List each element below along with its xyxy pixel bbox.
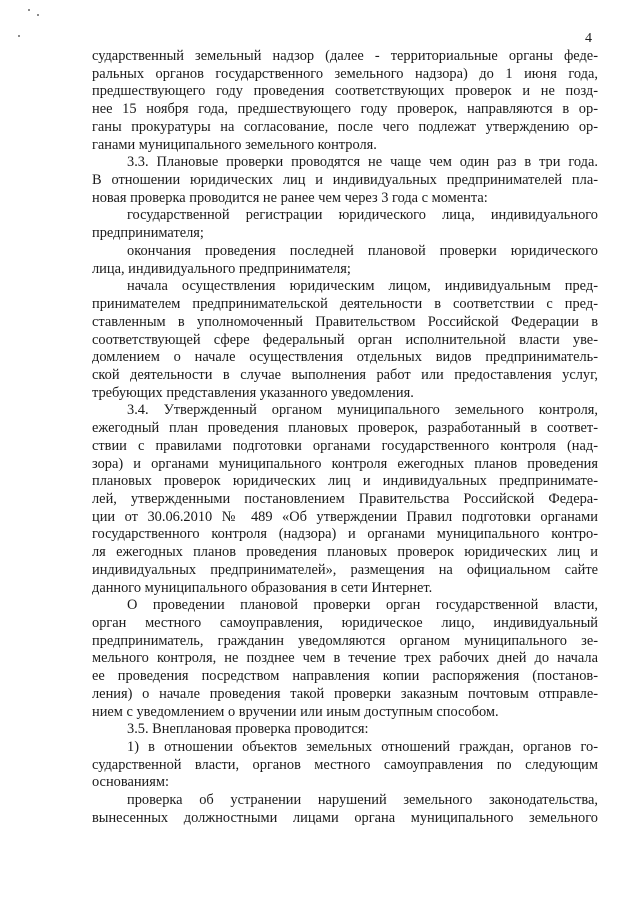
text-line: начала осуществления юридическим лицом, индивидуальным пред- bbox=[127, 278, 598, 295]
text-line: ствии с правилами подготовки органами государственного контроля (над- bbox=[92, 437, 598, 454]
text-line: плановых проверок юридических лиц и индивидуальных предпринимате- bbox=[92, 473, 598, 490]
text-line: государственного контроля (надзора) и органами муниципального контро- bbox=[92, 526, 598, 543]
text-line: 3.4. Утвержденный органом муниципального земельного контроля, bbox=[127, 402, 598, 419]
text-line: ежегодный план проведения плановых проверок, разработанный в соответ- bbox=[92, 420, 598, 437]
text-line: принимателем предпринимательской деятельности в соответствии с пред- bbox=[92, 296, 598, 313]
text-line: нее 15 ноября года, предшествующего году проверок, направляются в ор- bbox=[92, 101, 598, 118]
text-line: индивидуальных предпринимателей», размещения на официальном сайте bbox=[92, 561, 598, 578]
text-line: предприниматель, гражданин уведомляются органом муниципального зе- bbox=[92, 632, 598, 649]
text-line: ганами муниципального земельного контроля. bbox=[92, 136, 377, 153]
text-line: предшествующего году проведения соответствующих проверок и не позд- bbox=[92, 83, 598, 100]
text-line: данного муниципального образования в сети Интернет. bbox=[92, 579, 433, 596]
text-line: лица, индивидуального предпринимателя; bbox=[92, 260, 351, 277]
text-line: 3.5. Внеплановая проверка проводится: bbox=[127, 721, 369, 738]
text-line: ской деятельности в случае выполнения работ или предоставления услуг, bbox=[92, 366, 598, 383]
text-line: мельного контроля, не позднее чем в течение трех рабочих дней до начала bbox=[92, 650, 598, 667]
scan-speck bbox=[28, 9, 30, 11]
scan-speck bbox=[37, 14, 39, 16]
text-line: ральных органов государственного земельного надзора) до 1 июня года, bbox=[92, 65, 598, 82]
text-line: основаниям: bbox=[92, 774, 169, 791]
text-line: государственной регистрации юридического лица, индивидуального bbox=[127, 207, 598, 224]
text-line: ее проведения посредством направления копии распоряжения (постанов- bbox=[92, 668, 598, 685]
document-body bbox=[92, 48, 598, 828]
text-line: ции от 30.06.2010 № 489 «Об утверждении Правил подготовки органами bbox=[92, 508, 598, 525]
text-line: проверка об устранении нарушений земельного законодательства, bbox=[127, 792, 598, 809]
text-line: сударственный земельный надзор (далее - территориальные органы феде- bbox=[92, 48, 598, 64]
text-line: сударственной власти, органов местного самоуправления по следующим bbox=[92, 756, 598, 773]
text-line: орган местного самоуправления, юридическое лицо, индивидуальный bbox=[92, 615, 598, 631]
text-line: вынесенных должностными лицами органа муниципального земельного bbox=[92, 809, 598, 826]
text-line: ля ежегодных планов проведения плановых проверок юридических лиц и bbox=[92, 544, 598, 561]
text-line: нием с уведомлением о вручении или иным доступным способом. bbox=[92, 703, 499, 720]
text-line: ления) о начале проведения такой проверки заказным почтовым отправле- bbox=[92, 685, 598, 702]
text-line: 1) в отношении объектов земельных отношений граждан, органов го- bbox=[127, 739, 598, 756]
text-line: ставленным в уполномоченный Правительством Российской Федерации в bbox=[92, 313, 598, 330]
text-line: О проведении плановой проверки орган государственной власти, bbox=[127, 597, 598, 614]
page-number: 4 bbox=[585, 31, 592, 46]
text-line: ганы прокуратуры на согласование, после чего подлежат утверждению ор- bbox=[92, 118, 598, 135]
text-line: В отношении юридических лиц и индивидуальных предпринимателей пла- bbox=[92, 172, 598, 189]
scan-speck bbox=[18, 35, 20, 37]
text-line: предпринимателя; bbox=[92, 225, 204, 242]
text-line: требующих представления указанного уведомления. bbox=[92, 384, 414, 401]
text-line: окончания проведения последней плановой проверки юридического bbox=[127, 242, 598, 259]
text-line: домлением о начале осуществления отдельных видов предприниматель- bbox=[92, 349, 598, 366]
text-line: 3.3. Плановые проверки проводятся не чаще чем один раз в три года. bbox=[127, 154, 598, 171]
text-line: новая проверка проводится не ранее чем через 3 года с момента: bbox=[92, 189, 488, 206]
text-line: зора) и органами муниципального контроля ежегодных планов проведения bbox=[92, 455, 598, 472]
text-line: лей, утвержденными постановлением Правительства Российской Федера- bbox=[92, 490, 598, 507]
text-line: соответствующей сфере федеральный орган исполнительной власти уве- bbox=[92, 331, 598, 348]
